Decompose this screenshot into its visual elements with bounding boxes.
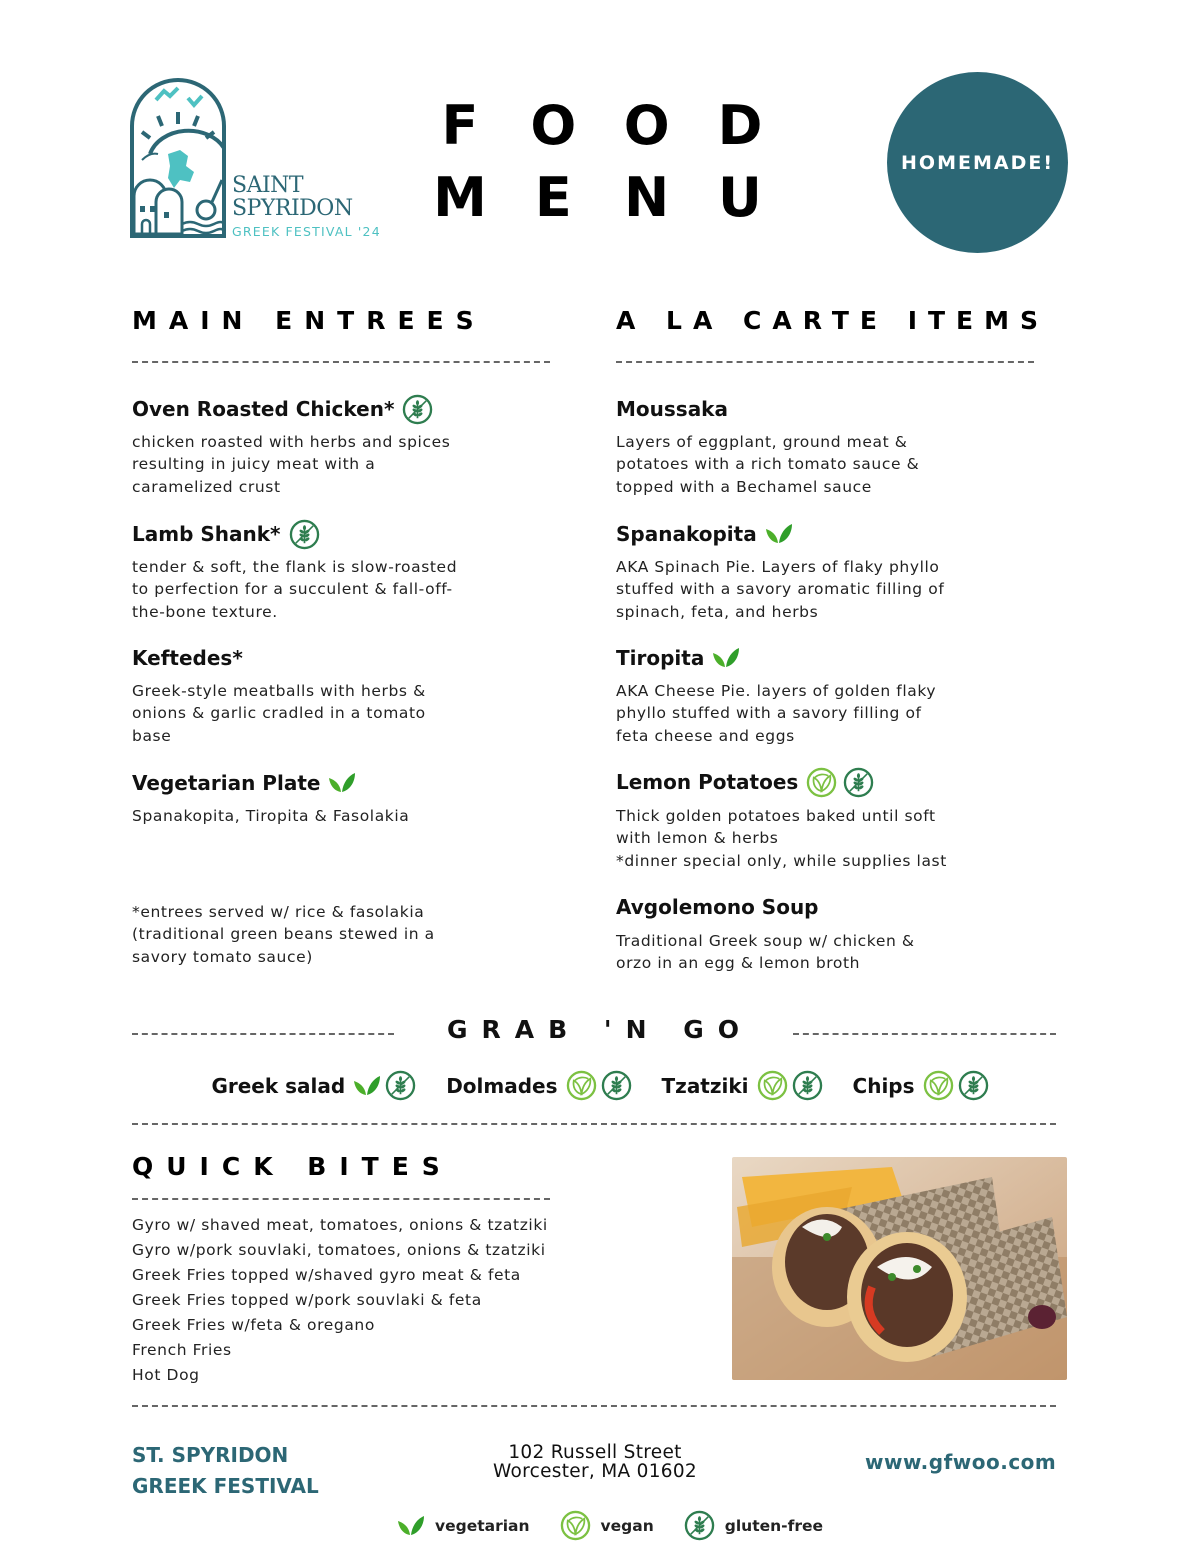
item-description: resulting in juicy meat with a [132,455,376,474]
gluten-free-icon [289,519,320,550]
main-entree-item [132,768,552,827]
item-description: orzo in an egg & lemon broth [616,954,861,973]
quick-bites-heading: QUICK BITES [132,1152,453,1181]
footnote-line: savory tomato sauce) [132,947,313,966]
gluten-free-icon [958,1070,989,1101]
vegetarian-icon [712,647,740,669]
gluten-free-icon [402,394,433,425]
a-la-carte-item [616,394,1046,498]
item-name: Moussaka [616,397,728,421]
page-title-line-2 [430,166,770,229]
grab-n-go-heading: GRAB 'N GO [447,1015,753,1044]
title-letter: D [717,94,763,157]
vegan-icon [566,1070,597,1101]
legend-label: vegan [600,1516,654,1535]
vegetarian-icon [765,523,793,545]
a-la-carte-item [616,643,1046,747]
list-item: Gyro w/ shaved meat, tomatoes, onions & tzatziki [132,1216,548,1234]
divider [132,1405,1056,1407]
logo-text-festival: GREEK FESTIVAL '24 [232,224,381,239]
grab-n-go-item [853,1070,989,1101]
item-name: Tiropita [616,646,705,670]
item-name: Lamb Shank* [132,522,281,546]
list-item: Greek Fries topped w/shaved gyro meat & feta [132,1266,521,1284]
item-name: Keftedes* [132,646,243,670]
item-name: Tzatziki [661,1073,749,1098]
item-description: tender & soft, the flank is slow-roasted [132,558,458,576]
gyro-photo [732,1157,1067,1380]
gluten-free-icon [601,1070,632,1101]
divider [132,1123,1056,1125]
legend-item-gluten-free [684,1510,823,1541]
festival-logo-emblem [128,76,228,238]
item-description: *dinner special only, while supplies last [616,851,947,870]
main-entrees-heading: MAIN ENTREES [132,306,486,335]
a-la-carte-item [616,892,1046,975]
item-description: the-bone texture. [132,602,278,621]
grab-n-go-list [0,1070,1200,1101]
item-description: Layers of eggplant, ground meat & [616,433,908,451]
item-description: topped with a Bechamel sauce [616,477,872,496]
legend-label: vegetarian [434,1516,530,1535]
item-name: Vegetarian Plate [132,771,321,795]
vegetarian-icon [353,1075,381,1097]
item-description: to perfection for a succulent & fall-off- [132,580,453,599]
grab-n-go-item [211,1070,416,1101]
item-description: phyllo stuffed with a savory filling of [616,704,922,723]
item-description: Traditional Greek soup w/ chicken & [616,932,915,950]
item-name: Dolmades [446,1073,558,1098]
legend-item-vegan [560,1510,654,1541]
title-letter: O [623,94,670,157]
divider [132,361,550,363]
item-description: AKA Cheese Pie. layers of golden flaky [616,682,937,700]
title-letter: F [441,94,479,157]
vegan-icon [806,767,837,798]
grab-n-go-item [446,1070,631,1101]
item-description: AKA Spinach Pie. Layers of flaky phyllo [616,558,940,576]
address-line: 102 Russell Street [508,1442,682,1463]
gluten-free-icon [385,1070,416,1101]
a-la-carte-heading: A LA CARTE ITEMS [616,306,1050,335]
list-item: Gyro w/pork souvlaki, tomatoes, onions & tzatziki [132,1241,546,1259]
footnote-line: *entrees served w/ rice & fasolakia [132,903,425,921]
gluten-free-icon [792,1070,823,1101]
legend-item-vegetarian [397,1515,530,1537]
item-description: potatoes with a rich tomato sauce & [616,455,920,474]
item-name: Greek salad [211,1073,346,1098]
list-item: Hot Dog [132,1366,200,1384]
title-letter: E [534,166,572,229]
vegan-icon [757,1070,788,1101]
main-entree-item [132,643,552,747]
website-link[interactable]: www.gfwoo.com [865,1450,1057,1474]
vegan-icon [560,1510,591,1541]
homemade-badge-label: HOMEMADE! [901,151,1054,174]
vegetarian-icon [397,1515,425,1537]
item-name: Oven Roasted Chicken* [132,397,395,421]
footnote-line: (traditional green beans stewed in a [132,925,435,944]
footer-address [440,1443,750,1481]
title-letter: U [718,166,762,229]
a-la-carte-item [616,767,1046,872]
vegan-icon [923,1070,954,1101]
footer-org-line: ST. SPYRIDON [132,1443,289,1467]
item-description: spinach, feta, and herbs [616,602,819,621]
page-title-line-1 [430,94,770,157]
divider [616,361,1034,363]
main-entree-item [132,394,552,498]
item-description: chicken roasted with herbs and spices [132,433,451,451]
title-letter: M [433,166,487,229]
footer-organization [132,1440,319,1502]
legend-label: gluten-free [724,1516,823,1535]
item-description: stuffed with a savory aromatic filling of [616,580,945,599]
title-letter: O [530,94,577,157]
item-description: with lemon & herbs [616,829,779,848]
vegetarian-icon [328,772,356,794]
item-name: Avgolemono Soup [616,895,819,919]
homemade-badge [887,72,1068,253]
dietary-legend [0,1510,1200,1541]
divider [793,1033,1056,1035]
item-description: Thick golden potatoes baked until soft [616,807,936,825]
item-name: Spanakopita [616,522,757,546]
footer-org-line: GREEK FESTIVAL [132,1474,319,1498]
entrees-footnote [132,901,552,968]
main-entree-item [132,519,552,623]
logo-text-spyridon: SPYRIDON [232,196,353,221]
logo-text-saint: SAINT [232,173,304,198]
title-letter: N [624,166,670,229]
gluten-free-icon [843,767,874,798]
a-la-carte-item [616,519,1046,623]
list-item: French Fries [132,1341,232,1359]
item-description: feta cheese and eggs [616,726,795,745]
grab-n-go-item [662,1070,823,1101]
item-description: Greek-style meatballs with herbs & [132,682,426,700]
item-description: Spanakopita, Tiropita & Fasolakia [132,807,410,825]
gluten-free-icon [684,1510,715,1541]
divider [132,1198,550,1200]
item-name: Chips [852,1073,915,1098]
item-description: onions & garlic cradled in a tomato [132,704,426,723]
address-line: Worcester, MA 01602 [493,1461,697,1482]
item-description: caramelized crust [132,477,281,496]
quick-bites-list [132,1213,548,1388]
item-description: base [132,726,172,745]
item-name: Lemon Potatoes [616,770,799,794]
list-item: Greek Fries w/feta & oregano [132,1316,375,1334]
list-item: Greek Fries topped w/pork souvlaki & feta [132,1291,482,1309]
